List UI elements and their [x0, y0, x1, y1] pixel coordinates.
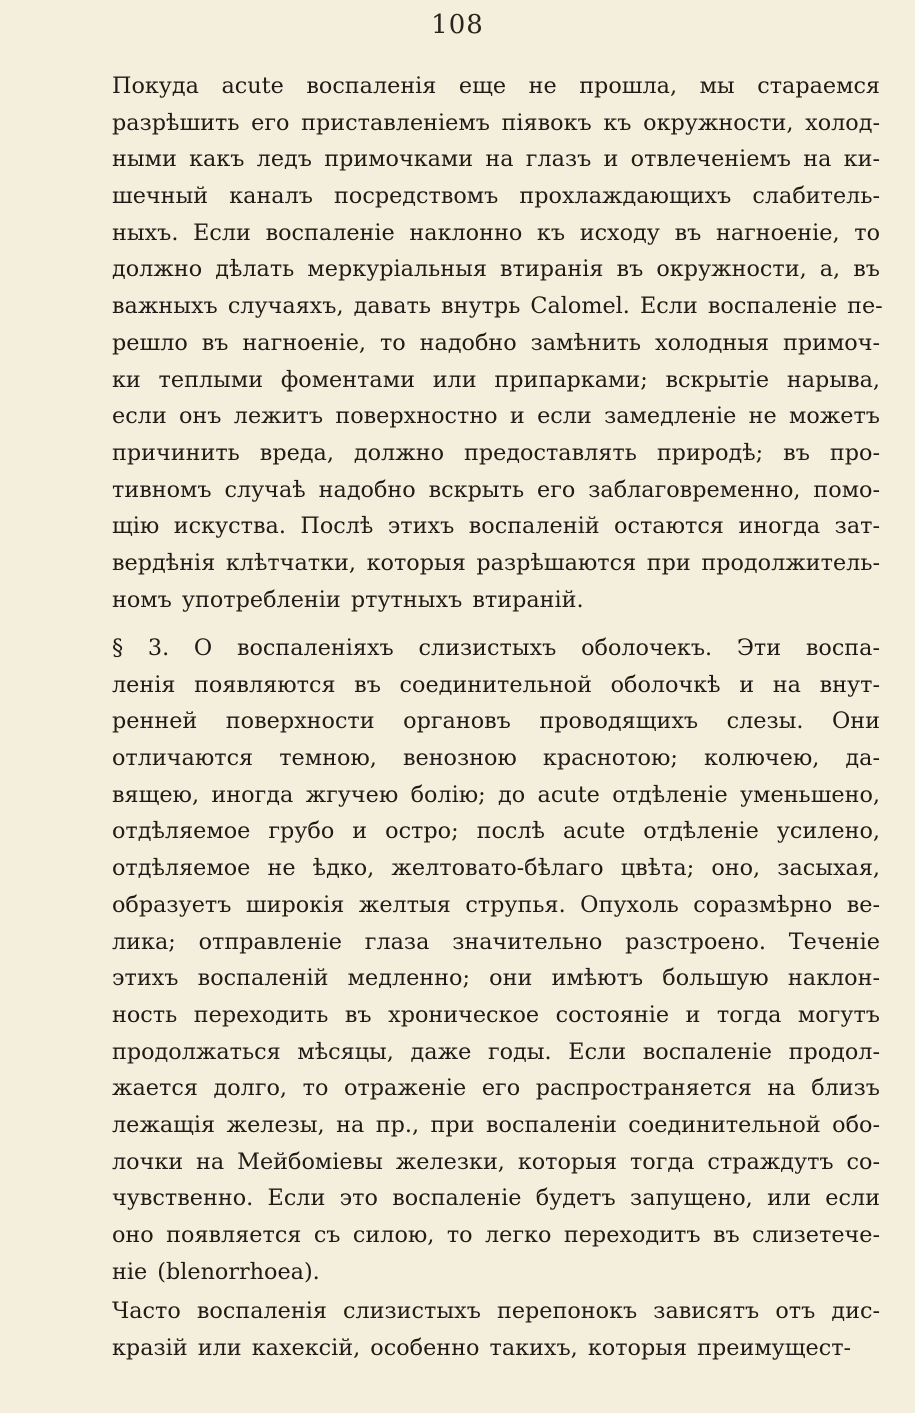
text-line: жается долго, то отраженіе его распространяется на близъ	[112, 1075, 880, 1102]
paragraph-dyscrasia	[112, 1293, 880, 1366]
text-line: этихъ воспаленій медленно; они имѣютъ большую наклон-	[112, 965, 880, 992]
text-line: § 3. О воспаленіяхъ слизистыхъ оболочекъ. Эти воспа-	[112, 635, 880, 661]
paragraph-acute-treatment	[112, 68, 883, 618]
text-line: лика; отправленіе глаза значительно разстроено. Теченіе	[112, 928, 880, 955]
text-line: ными какъ ледъ примочками на глазъ и отвлеченіемъ на ки-	[112, 146, 880, 173]
text-line: ренней поверхности органовъ проводящихъ слезы. Они	[112, 708, 880, 735]
text-line: отличаются темною, венозною краснотою; колючею, да-	[112, 745, 880, 772]
text-line: ность переходить въ хроническое состояніе и тогда могутъ	[112, 1001, 880, 1028]
text-line: продолжаться мѣсяцы, даже годы. Если воспаленіе продол-	[112, 1038, 880, 1065]
text-line: лочки на Мейбоміевы железки, которыя тогда страждутъ со-	[112, 1148, 880, 1175]
text-line: тивномъ случаѣ надобно вскрыть его заблаговременно, помо-	[112, 476, 880, 503]
text-line: вердѣнія клѣтчатки, которыя разрѣшаются при продолжитель-	[112, 549, 880, 576]
text-line: отдѣляемое грубо и остро; послѣ acute отдѣленіе усилено,	[112, 818, 880, 845]
text-line: если онъ лежитъ поверхностно и если замедленіе не можетъ	[112, 403, 880, 430]
text-line: оно появляется съ силою, то легко переходитъ въ слизетече-	[112, 1222, 880, 1248]
text-line: ки теплыми фоментами или припарками; вскрытіе нарыва,	[112, 366, 880, 393]
text-line: разрѣшить его приставленіемъ піявокъ къ окружности, холод-	[112, 109, 880, 136]
text-line: номъ употребленіи ртутныхъ втираній.	[112, 586, 584, 613]
text-line: щію искуства. Послѣ этихъ воспаленій остаются иногда зат-	[112, 513, 880, 540]
text-line: образуетъ широкія желтыя струпья. Опухоль соразмѣрно ве-	[112, 891, 880, 918]
paragraph-mucous-inflammation	[112, 630, 880, 1290]
text-line: Покуда acute воспаленія еще не прошла, мы стараемся	[112, 73, 880, 99]
text-line: кразій или кахексій, особенно такихъ, которыя преимущест-	[112, 1334, 852, 1361]
text-line: причинить вреда, должно предоставлять природѣ; въ про-	[112, 439, 880, 466]
text-line: решло въ нагноеніе, то надобно замѣнить холодныя примоч-	[112, 329, 880, 356]
text-line: ныхъ. Если воспаленіе наклонно къ исходу въ нагноеніе, то	[112, 219, 880, 246]
text-line: важныхъ случаяхъ, давать внутрь Calomel. Если воспаленіе пе-	[112, 293, 883, 320]
text-line: должно дѣлать меркуріальныя втиранія въ окружности, а, въ	[112, 256, 880, 283]
text-line: ніе (blenorrhoea).	[112, 1258, 320, 1285]
text-line: ленія появляются въ соединительной оболочкѣ и на внут-	[112, 671, 880, 698]
text-line: отдѣляемое не ѣдко, желтовато-бѣлаго цвѣта; оно, засыхая,	[112, 855, 880, 882]
text-line: вящею, иногда жгучею болію; до acute отдѣленіе уменьшено,	[112, 781, 880, 808]
text-line: шечный каналъ посредствомъ прохлаждающихъ слабитель-	[112, 183, 880, 210]
text-line: чувственно. Если это воспаленіе будетъ запущено, или если	[112, 1185, 880, 1212]
text-line: Часто воспаленія слизистыхъ перепонокъ зависятъ отъ дис-	[112, 1298, 880, 1324]
page-number: 108	[431, 10, 484, 40]
text-line: лежащія железы, на пр., при воспаленіи соединительной обо-	[112, 1111, 880, 1138]
